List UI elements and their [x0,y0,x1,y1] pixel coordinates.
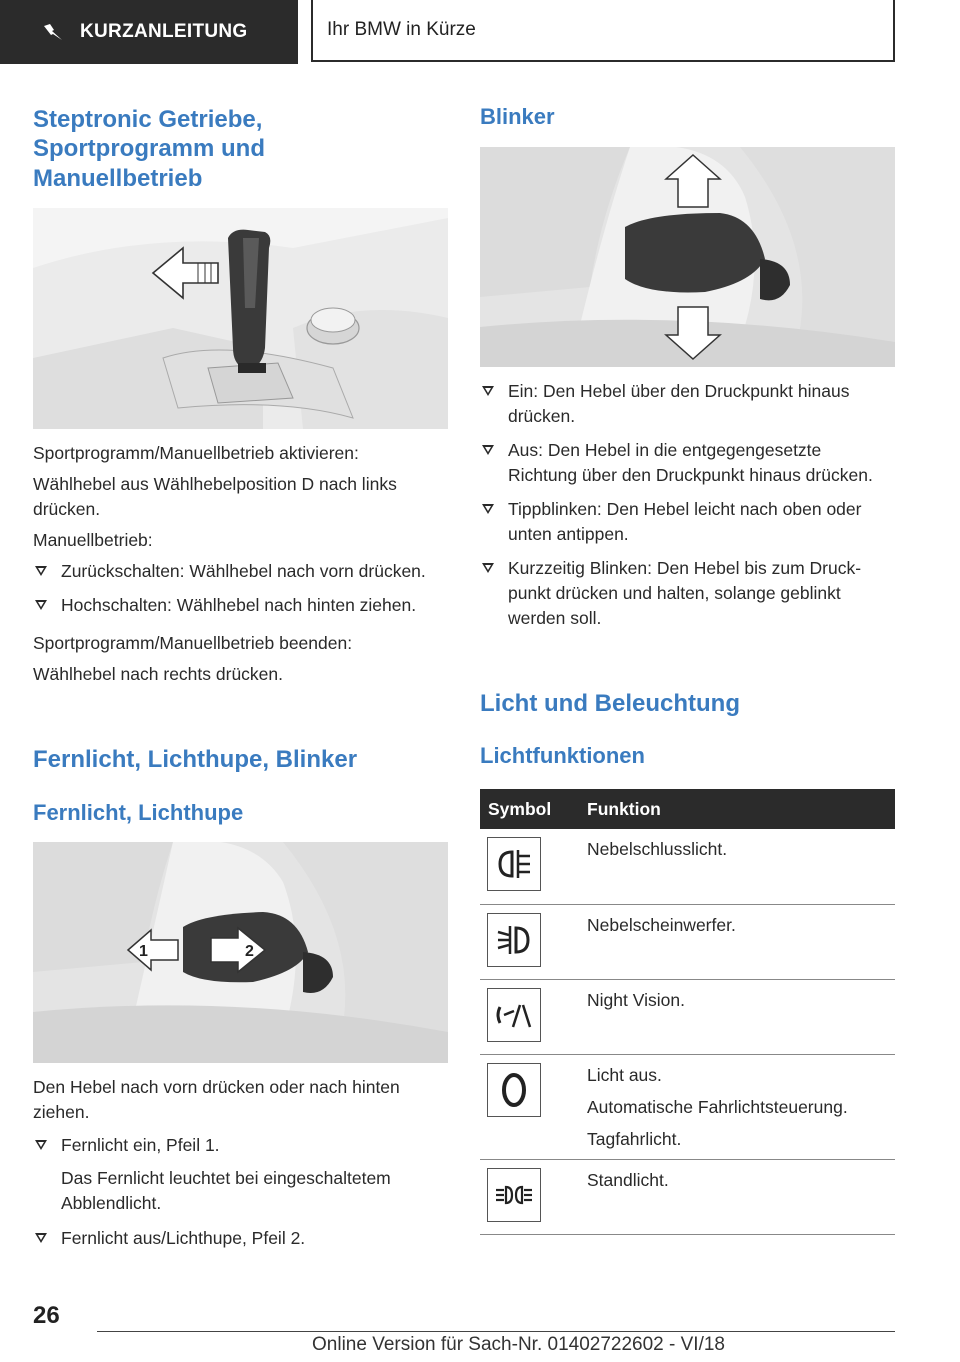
bullet-triangle-icon [482,445,494,455]
paragraph: Sportprogramm/Manuellbetrieb beenden: [33,633,353,653]
function-text: Nebelscheinwerfer. [587,914,736,935]
list-item [480,556,895,631]
list-item-text: Hochschalten: Wählhebel nach hinten ziehen. [61,595,417,615]
list-item-text: Zurückschalten: Wählhebel nach vorn drücken. [61,561,426,581]
list-item-sub [33,1166,448,1216]
table-row [480,829,895,904]
list-item-text: Fernlicht ein, Pfeil 1. [61,1135,220,1155]
list-item [33,559,448,584]
symbol-cell [480,904,579,979]
symbol-cell [480,829,579,904]
table-row [480,1159,895,1234]
function-cell [579,1054,895,1159]
night-vision-icon [487,988,541,1042]
arrow-2-label: 2 [245,943,254,960]
bullet-triangle-icon [35,566,47,576]
list-item-text: Das Fernlicht leuchtet bei eingeschaltetem Abblendlicht. [61,1168,391,1213]
heading-fernlicht-sub: Fernlicht, Lichthupe [33,800,244,825]
blinker-list [480,379,895,631]
page-number: 26 [33,1302,60,1329]
list-item-text: Aus: Den Hebel in die entgegengesetzte Richtung über den Druckpunkt hinaus drücken. [508,440,873,485]
function-cell [579,1159,895,1234]
list-item-text: Ein: Den Hebel über den Druckpunkt hinaus drücken. [508,381,850,426]
list-item-text: Fernlicht aus/Lichthupe, Pfeil 2. [61,1228,306,1248]
function-text: Tagfahrlicht. [587,1128,682,1149]
bullet-triangle-icon [35,600,47,610]
fernlicht-text [33,1075,448,1251]
list-item [480,497,895,547]
parking-light-icon [487,1168,541,1222]
function-text: Automatische Fahrlichtsteuerung. [587,1096,848,1117]
heading-licht: Licht und Beleuchtung [480,690,740,717]
function-cell [579,979,895,1054]
front-fog-light-icon [487,913,541,967]
figure-gear-selector [33,208,448,429]
rear-fog-light-icon [487,837,541,891]
figure-high-beam-lever [33,842,448,1063]
list-item-text: Tippblinken: Den Hebel leicht nach oben oder unten antippen. [508,499,862,544]
list-item [480,379,895,429]
heading-lichtfunktionen: Lichtfunktionen [480,743,645,768]
paragraph: Den Hebel nach vorn drücken oder nach hinten ziehen. [33,1077,400,1122]
column-header-funktion: Funktion [579,789,895,829]
bullet-triangle-icon [482,386,494,396]
manual-mode-list [33,559,448,618]
steptronic-text [33,441,448,687]
table-row [480,979,895,1054]
list-item [33,1133,448,1158]
function-cell [579,904,895,979]
chapter-title-label: Ihr BMW in Kürze [327,19,476,40]
table-row [480,904,895,979]
section-tab-label: KURZANLEITUNG [80,21,248,42]
list-item [33,1226,448,1251]
paragraph: Wählhebel aus Wählhebelposition D nach links drücken. [33,474,397,519]
function-text: Nebelschlusslicht. [587,839,728,859]
symbol-cell [480,979,579,1054]
function-text: Night Vision. [587,989,685,1010]
online-version-text: Online Version für Sach-Nr. 01402722602 - VI/18 [312,1334,725,1355]
bullet-triangle-icon [482,563,494,573]
bullet-triangle-icon [482,504,494,514]
function-text: Standlicht. [587,1169,669,1190]
heading-steptronic: Steptronic Getriebe, Sportprogramm und Manuellbetrieb [33,106,265,192]
table-header-row [480,789,895,829]
figure-turn-signal-lever [480,147,895,367]
heading-fernlicht-main: Fernlicht, Lichthupe, Blinker [33,746,358,773]
arrow-1-label: 1 [139,943,148,960]
paragraph: Sportprogramm/Manuellbetrieb aktivieren: [33,443,359,463]
paragraph: Manuellbetrieb: [33,530,153,550]
column-header-symbol: Symbol [480,789,579,829]
list-item-text: Kurzzeitig Blinken: Den Hebel bis zum Druckpunkt drücken und halten, solange geblinkt werden soll. [508,558,862,628]
paragraph: Wählhebel nach rechts drücken. [33,664,283,684]
heading-blinker: Blinker [480,104,555,129]
chapter-title [311,0,895,62]
table-row [480,1054,895,1159]
light-off-zero-icon [487,1063,541,1117]
lightning-icon [40,18,68,46]
bullet-triangle-icon [35,1140,47,1150]
symbol-cell [480,1159,579,1234]
symbol-cell [480,1054,579,1159]
list-item [480,438,895,488]
function-text: Licht aus. [587,1064,662,1085]
fernlicht-list [33,1133,448,1251]
footer-divider [97,1331,895,1332]
section-tab[interactable] [0,0,298,64]
list-item [33,593,448,618]
function-cell [579,829,895,904]
blinker-text [480,379,895,631]
light-functions-table [480,789,895,1235]
bullet-triangle-icon [35,1233,47,1243]
